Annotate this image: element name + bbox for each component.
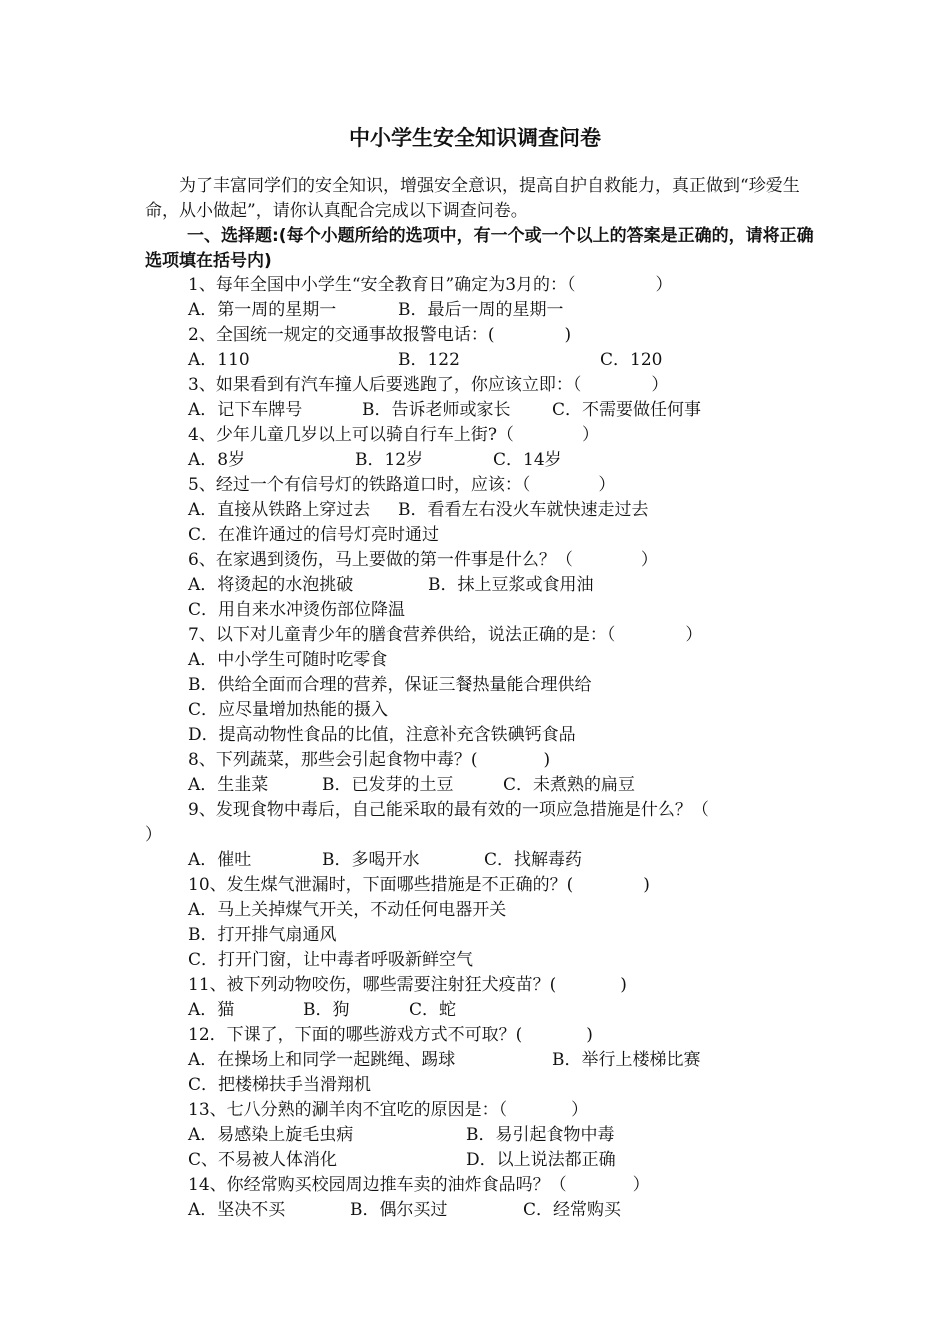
option-c: C．打开门窗，让中毒者呼吸新鲜空气 <box>188 950 474 970</box>
option-a: A．催吐 <box>188 850 252 870</box>
question-stem: 10、发生煤气泄漏时，下面哪些措施是不正确的？( <box>188 875 574 895</box>
option-c: C．在准许通过的信号灯亮时通过 <box>188 525 440 545</box>
question-9 <box>188 798 709 823</box>
option-b: B．告诉老师或家长 <box>362 400 511 420</box>
option-a: A．在操场上和同学一起跳绳、踢球 <box>188 1050 456 1070</box>
question-close: ） <box>685 625 703 645</box>
question-2 <box>188 323 571 348</box>
section-heading: 一、选择题:(每个小题所给的选项中，有一个或一个以上的答案是正确的，请将正确选项填在括号内) <box>145 226 814 271</box>
option-c: C．120 <box>600 350 663 370</box>
question-stem: 2、全国统一规定的交通事故报警电话：( <box>188 325 495 345</box>
page-title: 中小学生安全知识调查问卷 <box>349 126 601 150</box>
option-c: C．找解毒药 <box>484 850 583 870</box>
option-b: B．抹上豆浆或食用油 <box>428 575 594 595</box>
option-c: C．14岁 <box>493 450 562 470</box>
option-b: B．供给全面而合理的营养，保证三餐热量能合理供给 <box>188 675 592 695</box>
question-4 <box>188 423 599 448</box>
option-b: B．易引起食物中毒 <box>466 1125 615 1145</box>
question-14 <box>188 1173 650 1198</box>
option-b: B．看看左右没火车就快速走过去 <box>398 500 649 520</box>
question-3 <box>188 373 668 398</box>
question-6 <box>188 548 658 573</box>
option-a: A．生韭菜 <box>188 775 269 795</box>
option-c: C．应尽量增加热能的摄入 <box>188 700 389 720</box>
question-stem: 12．下课了，下面的哪些游戏方式不可取？( <box>188 1025 523 1045</box>
question-1 <box>188 273 673 298</box>
question-stem: 6、在家遇到烫伤，马上要做的第一件事是什么？（ <box>188 550 573 570</box>
option-c: C．经常购买 <box>523 1200 622 1220</box>
option-a: A．将烫起的水泡挑破 <box>188 575 354 595</box>
option-a: A．马上关掉煤气开关，不动任何电器开关 <box>188 900 507 920</box>
question-close: ） <box>571 1100 589 1120</box>
question-stem: 7、以下对儿童青少年的膳食营养供给，说法正确的是：（ <box>188 625 616 645</box>
option-c: C．不需要做任何事 <box>552 400 702 420</box>
option-a: A．8岁 <box>188 450 246 470</box>
question-close: ) <box>643 875 650 895</box>
question-13 <box>188 1098 588 1123</box>
option-d: D．提高动物性食品的比值，注意补充含铁碘钙食品 <box>188 725 576 745</box>
intro-paragraph: 为了丰富同学们的安全知识，增强安全意识，提高自护自救能力，真正做到“珍爱生命，从小做起”，请你认真配合完成以下调查问卷。 <box>145 176 800 221</box>
question-close: ） <box>145 825 162 845</box>
question-stem: 14、你经常购买校园周边推车卖的油炸食品吗？（ <box>188 1175 567 1195</box>
question-stem: 9、发现食物中毒后，自己能采取的最有效的一项应急措施是什么？（ <box>188 800 709 820</box>
question-close: ) <box>586 1025 593 1045</box>
question-10 <box>188 873 650 898</box>
option-b: B．最后一周的星期一 <box>398 300 564 320</box>
option-a: A．第一周的星期一 <box>188 300 337 320</box>
option-a: A．猫 <box>188 1000 235 1020</box>
question-close: ) <box>543 750 551 770</box>
option-a: A．易感染上旋毛虫病 <box>188 1125 354 1145</box>
question-stem: 5、经过一个有信号灯的铁路道口时，应该：（ <box>188 475 531 495</box>
option-b: B．已发芽的土豆 <box>322 775 454 795</box>
option-b: B．举行上楼梯比赛 <box>552 1050 701 1070</box>
question-close: ) <box>620 975 627 995</box>
question-close: ） <box>651 375 669 395</box>
question-7 <box>188 623 702 648</box>
question-stem: 3、如果看到有汽车撞人后要逃跑了，你应该立即：（ <box>188 375 582 395</box>
option-b: B．122 <box>398 350 460 370</box>
question-close: ) <box>564 325 572 345</box>
question-stem: 13、七八分熟的涮羊肉不宜吃的原因是：（ <box>188 1100 508 1120</box>
question-close: ） <box>598 475 616 495</box>
option-b: B．多喝开水 <box>322 850 420 870</box>
question-close: ） <box>581 425 599 445</box>
question-stem: 11、被下列动物咬伤，哪些需要注射狂犬疫苗？( <box>188 975 557 995</box>
question-close: ） <box>655 275 673 295</box>
option-b: B．狗 <box>303 1000 350 1020</box>
option-c: C、不易被人体消化 <box>188 1150 338 1170</box>
option-a: A．记下车牌号 <box>188 400 303 420</box>
option-c: C．把楼梯扶手当滑翔机 <box>188 1075 372 1095</box>
option-c: C．用自来水冲烫伤部位降温 <box>188 600 406 620</box>
question-stem: 4、少年儿童几岁以上可以骑自行车上街?（ <box>188 425 514 445</box>
question-11 <box>188 973 627 998</box>
option-a: A．中小学生可随时吃零食 <box>188 650 388 670</box>
question-12 <box>188 1023 593 1048</box>
question-stem: 1、每年全国中小学生“安全教育日”确定为3月的：（ <box>188 275 576 295</box>
option-b: B．12岁 <box>355 450 424 470</box>
option-c: C．蛇 <box>409 1000 457 1020</box>
option-a: A．110 <box>188 350 250 370</box>
option-d: D．以上说法都正确 <box>466 1150 616 1170</box>
option-b: B．偶尔买过 <box>350 1200 448 1220</box>
option-b: B．打开排气扇通风 <box>188 925 337 945</box>
question-close: ） <box>632 1175 650 1195</box>
option-a: A．直接从铁路上穿过去 <box>188 500 371 520</box>
question-stem: 8、下列蔬菜，那些会引起食物中毒？( <box>188 750 478 770</box>
question-5 <box>188 473 615 498</box>
question-8 <box>188 748 550 773</box>
option-c: C．未煮熟的扁豆 <box>503 775 636 795</box>
question-close: ） <box>640 550 658 570</box>
option-a: A．坚决不买 <box>188 1200 286 1220</box>
